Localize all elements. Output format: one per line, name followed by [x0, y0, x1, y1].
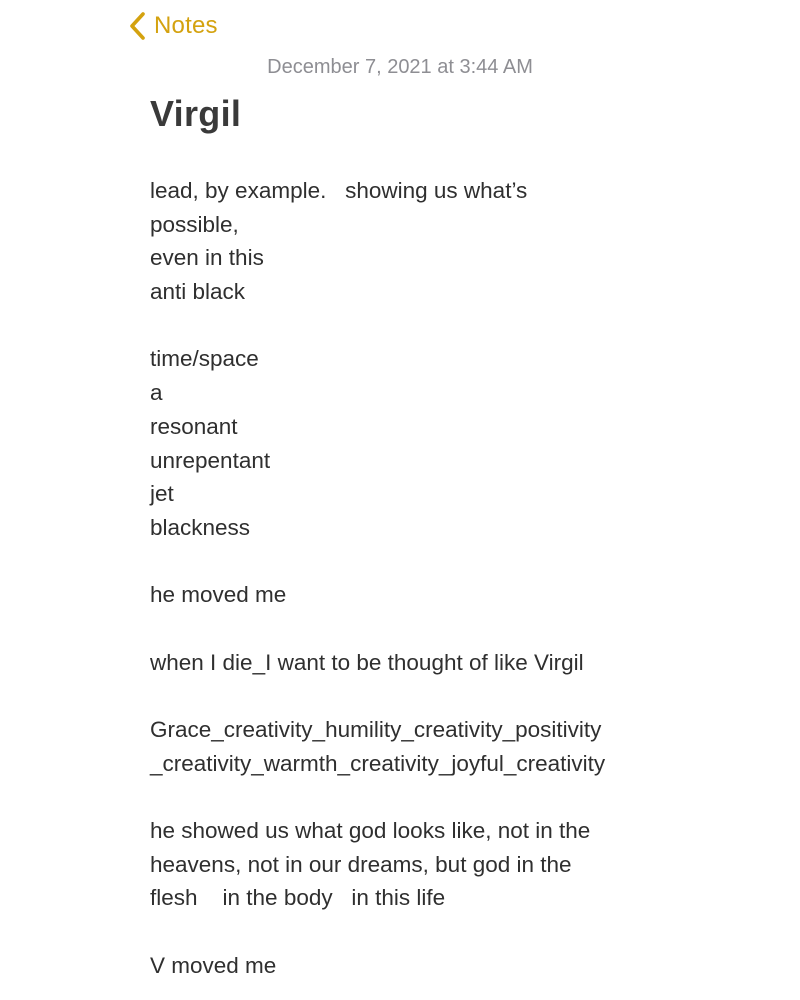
blank-line [150, 679, 770, 713]
note-line: heavens, not in our dreams, but god in the [150, 851, 572, 877]
note-line: even in this [150, 245, 264, 271]
note-line: jet [150, 481, 174, 507]
note-line: blackness [150, 514, 251, 540]
note-line: lead, by example. showing us what’s [150, 178, 528, 203]
note-line: _creativity_warmth_creativity_joyful_creativity [150, 750, 606, 776]
note-line: Grace_creativity_humility_creativity_positivity [150, 717, 602, 742]
note-line: possible, [150, 211, 239, 237]
note-line: flesh in the body in this life [150, 885, 446, 911]
note-body[interactable] [150, 174, 770, 983]
blank-line [150, 545, 770, 579]
note-line: unrepentant [150, 447, 271, 473]
back-button-label: Notes [154, 12, 218, 39]
note-line: he moved me [150, 582, 287, 608]
note-line: resonant [150, 413, 238, 439]
blank-line [150, 612, 770, 646]
note-line: anti black [150, 279, 246, 305]
note-title: Virgil [150, 93, 242, 134]
note-line: a [150, 380, 163, 406]
note-line: V moved me [150, 952, 277, 978]
note-line: he showed us what god looks like, not in the [150, 818, 591, 844]
blank-line [150, 309, 770, 343]
note-date: December 7, 2021 at 3:44 AM [267, 56, 533, 78]
back-button[interactable] [128, 10, 218, 42]
note-line: time/space [150, 346, 259, 372]
note-line: when I die_I want to be thought of like Virgil [150, 649, 584, 675]
blank-line [150, 915, 770, 949]
chevron-left-icon [128, 11, 146, 41]
blank-line [150, 780, 770, 814]
